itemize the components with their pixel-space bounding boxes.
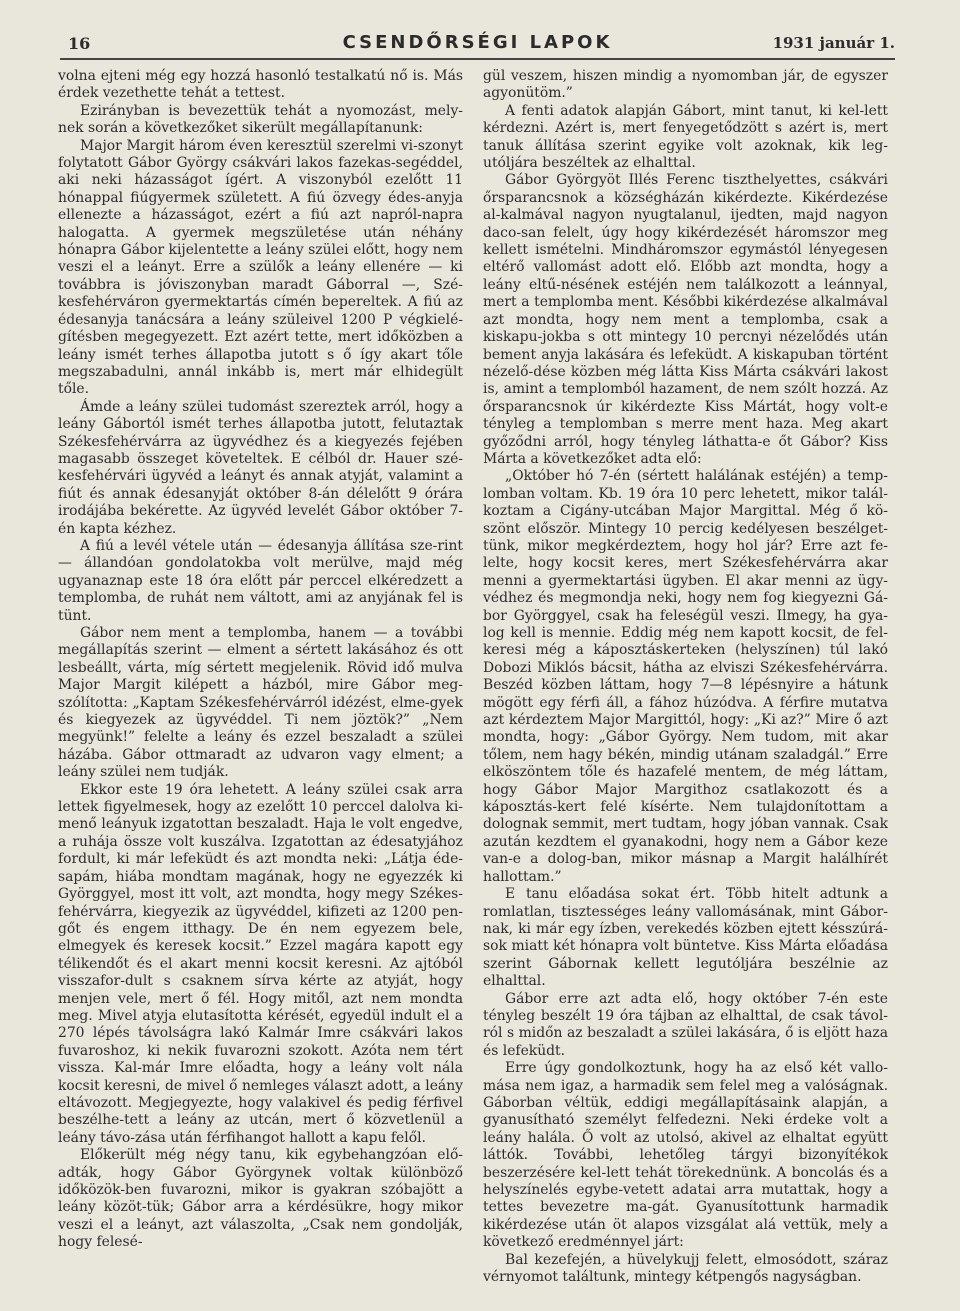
paragraph: gül veszem, hiszen mindig a nyomomban jár, de egyszer agyonütöm.”	[483, 68, 888, 102]
paragraph: Ekkor este 19 óra lehetett. A leány szülei csak arra lettek figyelmesek, hogy az ezelőtt 10 perccel dalolva ki-menő leányuk izgatottan beszaladt. Haja le volt engedve, a ruhája össze volt kuszálva. Izgatottan az édesatyjához fordult, ki már lefeküdt és azt mondta neki: „Látja éde-sapám, hiába mondtam magának, hogy ne egyezzék ki Györggyel, most itt volt, azt mondta, hogy megy Székes-fehérvárra, kiegyezik az ügyvéddel, kifizeti az 1200 pen-gőt és engem itthagy. De én nem egyezem bele, elmegyek és keresek kocsit.” Ezzel magára kapott egy télikendőt és el akart menni kocsit keresni. Az ajtóból visszafor-dult s csaknem sírva kérte az atyját, hogy menjen vele, mert ő fél. Hogy mitől, azt nem mondta meg. Mivel atyja elutasította kérését, egyedül indult el a 270 lépés távolságra lakó Kalmár Imre csákvári lakos fuvaroshoz, ki nekik fuvarozni szokott. Azóta nem tért vissza. Kal-már Imre előadta, hogy a leány volt nála kocsit keresni, de mivel ő nemleges választ adott, a leány eltávozott. Megjegyezte, hogy valakivel és pedig férfivel beszélhe-tett a leány az utcán, mert ő közvetlenül a leány távo-zása után férfihangot hallott a kapu felől.	[58, 781, 463, 1146]
paragraph: „Október hó 7-én (sértett halálának estéjén) a temp-lomban voltam. Kb. 19 óra 10 perc lehetett, mikor talál-koztam a Cigány-utcában Major Margittal. Még ő kö-szönt először. Mintegy 10 percig kedélyesen beszélget-tünk, mikor megkérdeztem, hogy hol jár? Erre azt fe-lelte, hogy kocsit keres, mert Székesfehérvárra akar menni a gyermektartási ügyben. El akar menni az ügy-védhez és megmondja neki, hogy nem fog kiegyezni Gá-bor Györggyel, csak ha feleségül veszi. Ilmegy, ha gya-log kell is mennie. Eddig még nem kapott kocsit, de fel-keresi még a káposztáskerteken (helyszínen) túl lakó Dobozi Miklós bácsit, hátha az elviszi Székesfehérvárra. Beszéd közben láttam, hogy 7—8 lépésnyire a hátunk mögött egy férfi áll, a fához húzódva. A férfire mutatva azt kérdeztem Major Margittól, hogy: „Ki az?” Mire ő azt mondta, hogy: „Gábor György. Nem tudom, mit akar tőlem, nem hagy békén, mindig utánam szaladgál.” Erre elköszöntem tőle és hazafelé mentem, de még láttam, hogy Gábor Major Margithoz csatlakozott és a káposztás-kert felé kísérte. Nem tulajdonítottam a dolognak semmit, mert tudtam, hogy jóban vannak. Csak azután kezdtem el gyanakodni, hogy nem a Gábor keze van-e a dolog-ban, mikor másnap a Margit halálhírét hallottam.”	[483, 468, 888, 885]
left-column	[58, 68, 463, 1293]
paragraph: Előkerült még négy tanu, kik egybehangzóan elő-adták, hogy Gábor Györgynek voltak különböző időközök-ben fuvarozni, mikor is gyakran szóbajött a leány közöt-tük; Gábor arra a kérdésükre, hogy mikor veszi el a leányt, azt válaszolta, „Csak nem gondolják, hogy felesé-	[58, 1147, 463, 1251]
paragraph: A fiú a levél vétele után — édesanyja állítása sze-rint — állandóan gondolatokba volt merülve, majd még ugyanaznap este 18 óra előtt pár perccel elkéredzett a templomba, de ruhát nem váltott, ami az anyjának fel is tünt.	[58, 537, 463, 624]
paragraph: volna ejteni még egy hozzá hasonló testalkatú nő is. Más érdek vezethette tehát a tettest.	[58, 68, 463, 102]
page-header	[60, 30, 895, 60]
paragraph: A fenti adatok alapján Gábort, mint tanut, ki kel-lett kérdezni. Azért is, mert fenyegetődzött s azért is, mert tanuk állítása szerint egyike volt azoknak, kik leg-utóljára beszéltek az elhalttal.	[483, 102, 888, 172]
paragraph: Erre úgy gondolkoztunk, hogy ha az első két vallo-mása nem igaz, a harmadik sem felel meg a valóságnak. Gáborban véltük, eddigi megállapításaink alapján, a gyanusítható személyt felfedezni. Neki érdeke volt a leány halála. Ő volt az utolsó, akivel az elhaltat együtt láttók. További, lehetőleg tárgyi bizonyítékok beszerzésére kel-lett tehát törekednünk. A boncolás és a helyszínelés egybe-vetett adatai arra mutattak, hogy a tettes bevezetre ma-gát. Gyanusítottunk harmadik kikérdezése után öt alapos vizsgálat alá vettük, mely a következő eredménnyel járt:	[483, 1060, 888, 1251]
right-column	[483, 68, 888, 1293]
paragraph: Gábor Györgyöt Illés Ferenc tiszthelyettes, csákvári őrsparancsnok a községházán kikérdezte. Kikérdezése al-kalmával nagyon nyugtalanul, ijedten, majd nagyon daco-san felelt, úgy hogy kikérdezését háromszor meg kellett ismételni. Mindháromszor egymástól lényegesen eltérő vallomást adott elő. Előbb azt mondta, hogy a leány eltű-nésének estéjén nem találkozott a leánnyal, mert a templomba ment. Későbbi kikérdezése alkalmával azt mondta, hogy nem ment a templomba, csak a kiskapu-jokba s ott mintegy 10 percnyi nézelődés után bement anyja lakására és lefeküdt. A kiskapuban történt nézelő-dése közben még látta Kiss Márta csákvári lakost is, amint a templomból hazament, de nem szólt hozzá. Az őrsparancsnok úr kikérdezte Kiss Mártát, hogy volt-e tényleg a templomban s merre ment haza. Meg akart győződni arról, hogy tényleg láthatta-e őt Gábor? Kiss Márta a következőket adta elő:	[483, 172, 888, 467]
masthead-title: CSENDŐRSÉGI LAPOK	[342, 32, 613, 53]
paragraph: E tanu előadása sokat ért. Több hitelt adtunk a romlatlan, tisztességes leány vallomásának, mint Gábor-nak, ki már egy ízben, verekedés közben ejtett késszúrá-sok miatt két hónapra volt büntetve. Kiss Márta előadása szerint Gábornak kellett legutóljára beszélnie az elhalttal.	[483, 886, 888, 990]
paragraph: Gábor nem ment a templomba, hanem — a további megállapítás szerint — elment a sértett lakásához és ott lesbeállt, várta, míg sértett megjelenik. Rövid idő mulva Major Margit kilépett a házból, mire Gábor meg-szólította: „Kaptam Székesfehérvárról idézést, elme-gyek és kiegyezek az ügyvéddel. Ti nem jöztök?” „Nem megyünk!” felelte a leány és ezzel beszaladt a szülei házába. Gábor ottmaradt az udvaron vagy elment; a leány szülei nem tudják.	[58, 625, 463, 781]
paragraph: Ezirányban is bevezettük tehát a nyomozást, mely-nek során a következőket sikerült megállapítanunk:	[58, 102, 463, 137]
header-rule	[60, 58, 895, 60]
paragraph: Major Margit három éven keresztül szerelmi vi-szonyt folytatott Gábor György csákvári lakos fazekas-segéddel, aki neki házasságot ígért. A viszonyból ezelőtt 11 hónappal fiúgyermek született. A fiú özvegy édes-anyja ellenezte a házasságot, ezért a fiú azt napról-napra halogatta. A gyermek megszületése után néhány hónapra Gábor kijelentette a leány szülei előtt, hogy nem veszi el a leányt. Erre a szülők a leány ellenére — ki továbbra is jóviszonyban maradt Gáborral —, Szé-kesfehérváron gyermektartás címén bepereltek. A fiú az édesanyja tanácsára a leány szüleivel 1200 P végkielé-gítésben megegyezett. Ezt azért tette, mert időközben a leány ismét terhes állapotba jutott s ő így akart tőle megszabadulni, annál inkább is, mert már elhidegült tőle.	[58, 137, 463, 398]
page-number: 16	[68, 34, 91, 53]
issue-date: 1931 január 1.	[772, 34, 895, 52]
paragraph: Ámde a leány szülei tudomást szereztek arról, hogy a leány Gábortól ismét terhes állapotba jutott, felutaztak Székesfehérvárra az ügyvédhez és a kiegyezés fejében magasabb összeget követeltek. E célból dr. Hauer szé-kesfehérvári ügyvéd a leányt és annak atyját, valamint a fiút és annak édesanyját október 8-án délelőtt 9 órára irodájába bekérette. Az ügyvéd levelét Gábor október 7-én kapta kézhez.	[58, 398, 463, 537]
paragraph: Gábor erre azt adta elő, hogy október 7-én este tényleg beszélt 19 óra tájban az elhalttal, de csak távol-ról s midőn az beszaladt a szülei lakására, ő is eljött haza és lefeküdt.	[483, 990, 888, 1059]
paragraph: Bal kezefején, a hüvelykujj felett, elmosódott, száraz vérnyomot találtunk, mintegy kétpengős nagyságban.	[483, 1251, 888, 1286]
